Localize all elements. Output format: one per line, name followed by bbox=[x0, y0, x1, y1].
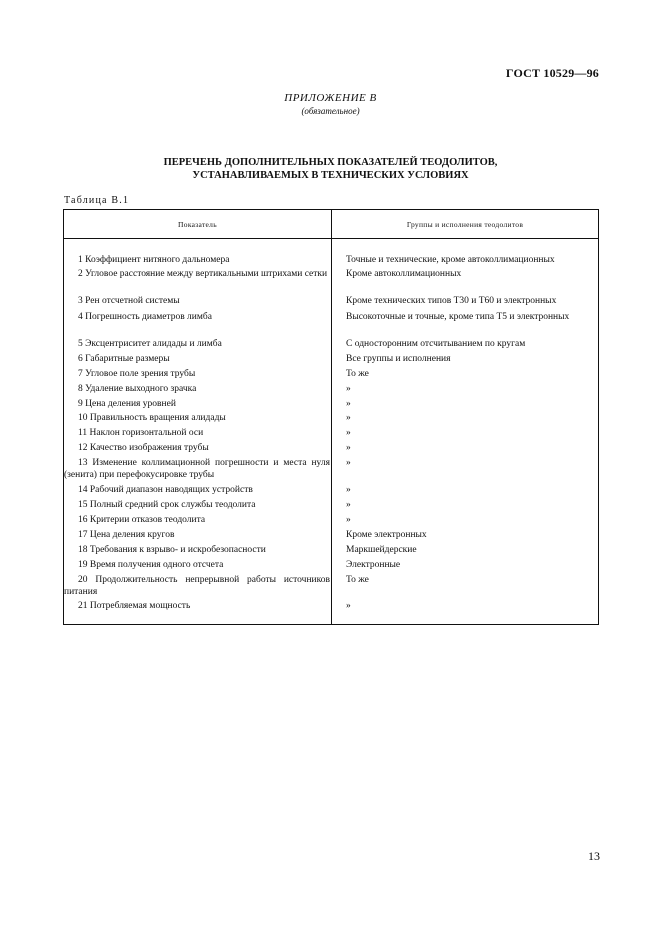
indicator-cell: 2 Угловое расстояние между вертикальными штрихами сетки bbox=[78, 269, 328, 279]
groups-cell: » bbox=[346, 458, 351, 468]
indicator-cell: 13 Изменение коллимационной погрешности и места нуля (зенита) при перефокусировке трубы bbox=[64, 458, 330, 480]
indicator-cell: 14 Рабочий диапазон наводящих устройств bbox=[78, 485, 253, 495]
indicator-cell: 8 Удаление выходного зрачка bbox=[78, 384, 197, 394]
indicator-cell: 15 Полный средний срок службы теодолита bbox=[78, 500, 256, 510]
groups-cell: » bbox=[346, 485, 351, 495]
indicator-cell: 16 Критерии отказов теодолита bbox=[78, 515, 206, 525]
indicators-table bbox=[63, 209, 599, 625]
indicator-cell: 12 Качество изображения трубы bbox=[78, 443, 209, 453]
document-title-line-1: ПЕРЕЧЕНЬ ДОПОЛНИТЕЛЬНЫХ ПОКАЗАТЕЛЕЙ ТЕОДОЛИТОВ, bbox=[163, 157, 498, 168]
indicator-cell: 10 Правильность вращения алидады bbox=[78, 413, 226, 423]
column-header-groups: Группы и исполнения теодолитов bbox=[406, 220, 524, 229]
appendix-title: ПРИЛОЖЕНИЕ В bbox=[284, 92, 377, 104]
groups-cell: С односторонним отсчитыванием по кругам bbox=[346, 339, 526, 349]
standard-number: ГОСТ 10529—96 bbox=[505, 66, 599, 80]
groups-cell: Точные и технические, кроме автоколлимационных bbox=[346, 255, 555, 265]
table-caption: Таблица В.1 bbox=[64, 195, 130, 206]
indicator-cell: 17 Цена деления кругов bbox=[78, 530, 175, 540]
indicator-cell: 7 Угловое поле зрения трубы bbox=[78, 369, 196, 379]
groups-cell: » bbox=[346, 428, 351, 438]
document-title-line-2: УСТАНАВЛИВАЕМЫХ В ТЕХНИЧЕСКИХ УСЛОВИЯХ bbox=[192, 170, 469, 181]
column-header-indicator: Показатель bbox=[178, 220, 217, 229]
groups-cell: Маркшейдерские bbox=[346, 545, 417, 555]
appendix-subtitle: (обязательное) bbox=[301, 106, 360, 116]
groups-cell: » bbox=[346, 399, 351, 409]
indicator-cell: 20 Продолжительность непрерывной работы источников питания bbox=[64, 575, 330, 597]
indicator-cell: 4 Погрешность диаметров лимба bbox=[78, 312, 212, 322]
header-divider bbox=[64, 238, 598, 239]
groups-cell: » bbox=[346, 515, 351, 525]
groups-cell: Все группы и исполнения bbox=[346, 354, 451, 364]
groups-cell: Электронные bbox=[346, 560, 401, 570]
groups-cell: » bbox=[346, 601, 351, 611]
groups-cell: » bbox=[346, 443, 351, 453]
groups-cell: Высокоточные и точные, кроме типа Т5 и электронных bbox=[346, 312, 570, 322]
indicator-cell: 21 Потребляемая мощность bbox=[78, 601, 191, 611]
groups-cell: То же bbox=[346, 369, 369, 379]
groups-cell: То же bbox=[346, 575, 369, 585]
indicator-cell: 3 Рен отсчетной системы bbox=[78, 296, 180, 306]
indicator-cell: 9 Цена деления уровней bbox=[78, 399, 176, 409]
groups-cell: Кроме электронных bbox=[346, 530, 427, 540]
indicator-cell: 18 Требования к взрыво- и искробезопасности bbox=[78, 545, 266, 555]
indicator-cell: 5 Эксцентриситет алидады и лимба bbox=[78, 339, 222, 349]
groups-cell: » bbox=[346, 413, 351, 423]
indicator-cell: 19 Время получения одного отсчета bbox=[78, 560, 224, 570]
indicator-cell: 6 Габаритные размеры bbox=[78, 354, 170, 364]
groups-cell: Кроме технических типов Т30 и Т60 и электронных bbox=[346, 296, 557, 306]
groups-cell: » bbox=[346, 500, 351, 510]
page-number: 13 bbox=[588, 849, 600, 863]
document-title bbox=[0, 156, 661, 182]
indicator-cell: 1 Коэффициент нитяного дальномера bbox=[78, 255, 230, 265]
indicator-cell: 11 Наклон горизонтальной оси bbox=[78, 428, 204, 438]
groups-cell: Кроме автоколлимационных bbox=[346, 269, 462, 279]
groups-cell: » bbox=[346, 384, 351, 394]
